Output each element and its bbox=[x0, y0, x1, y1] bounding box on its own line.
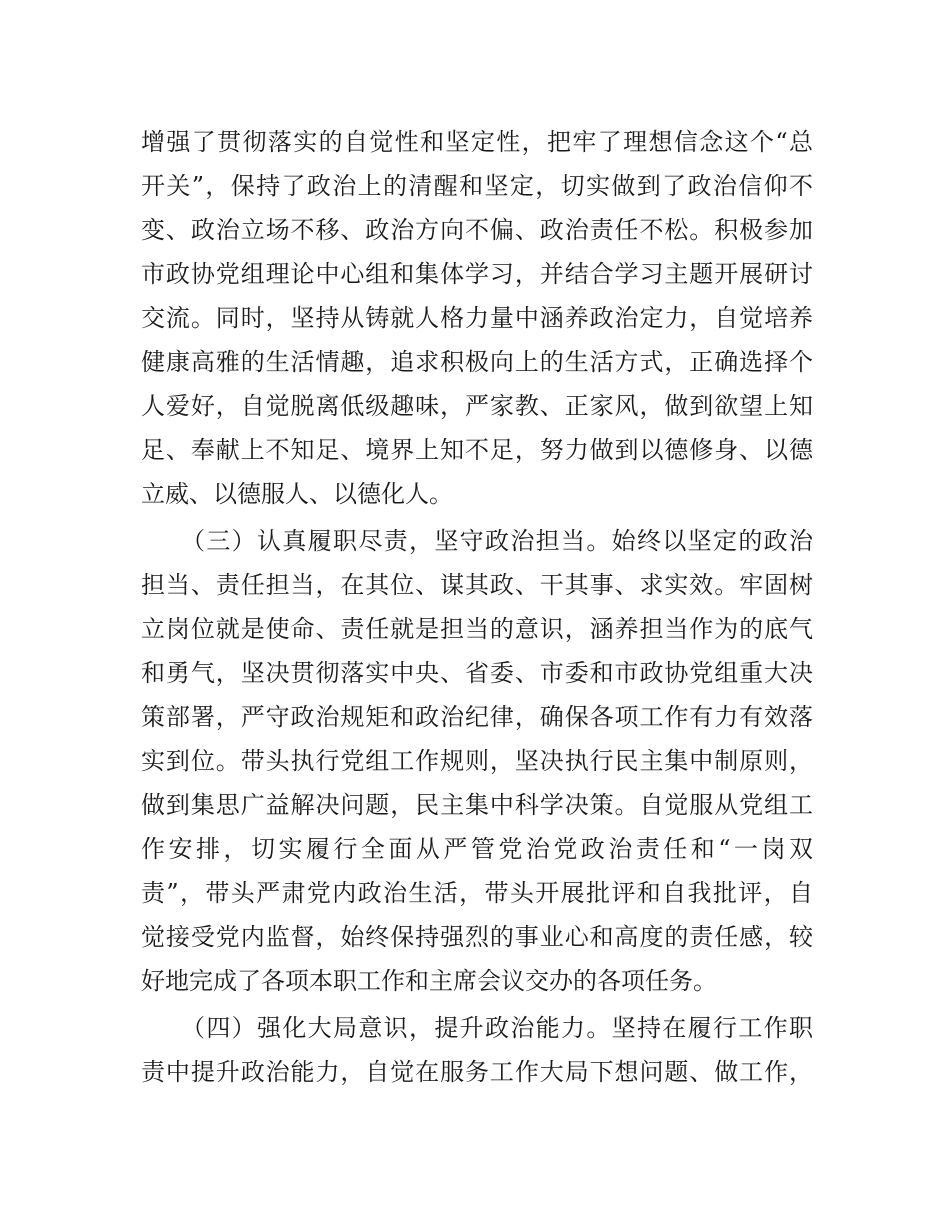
paragraph-line: 好地完成了各项本职工作和主席会议交办的各项任务。 bbox=[141, 967, 717, 995]
paragraph-line: 增强了贯彻落实的自觉性和坚定性，把牢了理想信念这个“总 bbox=[141, 128, 813, 156]
paragraph-line: 责中提升政治能力，自觉在服务工作大局下想问题、做工作， bbox=[141, 1058, 813, 1086]
paragraph-line: 人爱好，自觉脱离低级趣味，严家教、正家风，做到欲望上知 bbox=[141, 392, 813, 420]
paragraph-line: 开关”，保持了政治上的清醒和坚定，切实做到了政治信仰不 bbox=[141, 172, 813, 200]
paragraph-line: 作安排，切实履行全面从严管党治党政治责任和“一岗双 bbox=[141, 835, 813, 863]
paragraph-line: 变、政治立场不移、政治方向不偏、政治责任不松。积极参加 bbox=[141, 216, 813, 244]
paragraph-line: 担当、责任担当，在其位、谋其政、干其事、求实效。牢固树 bbox=[141, 571, 813, 599]
paragraph-line: 策部署，严守政治规矩和政治纪律，确保各项工作有力有效落 bbox=[141, 703, 813, 731]
paragraph-line: 市政协党组理论中心组和集体学习，并结合学习主题开展研讨 bbox=[141, 260, 813, 288]
paragraph-line: 实到位。带头执行党组工作规则，坚决执行民主集中制原则， bbox=[141, 747, 813, 775]
paragraph-line: 和勇气，坚决贯彻落实中央、省委、市委和市政协党组重大决 bbox=[141, 659, 813, 687]
paragraph-line: 立岗位就是使命、责任就是担当的意识，涵养担当作为的底气 bbox=[141, 615, 813, 643]
paragraph-line: （四）强化大局意识，提升政治能力。坚持在履行工作职 bbox=[181, 1014, 813, 1042]
paragraph-line: 责”，带头严肃党内政治生活，带头开展批评和自我批评，自 bbox=[141, 879, 813, 907]
paragraph-line: （三）认真履职尽责，坚守政治担当。始终以坚定的政治 bbox=[181, 527, 813, 555]
paragraph-line: 做到集思广益解决问题，民主集中科学决策。自觉服从党组工 bbox=[141, 791, 813, 819]
paragraph-line: 足、奉献上不知足、境界上知不足，努力做到以德修身、以德 bbox=[141, 436, 813, 464]
paragraph-line: 觉接受党内监督，始终保持强烈的事业心和高度的责任感，较 bbox=[141, 923, 813, 951]
paragraph-line: 交流。同时，坚持从铸就人格力量中涵养政治定力，自觉培养 bbox=[141, 304, 813, 332]
paragraph-line: 健康高雅的生活情趣，追求积极向上的生活方式，正确选择个 bbox=[141, 348, 813, 376]
paragraph-line: 立威、以德服人、以德化人。 bbox=[141, 480, 453, 508]
